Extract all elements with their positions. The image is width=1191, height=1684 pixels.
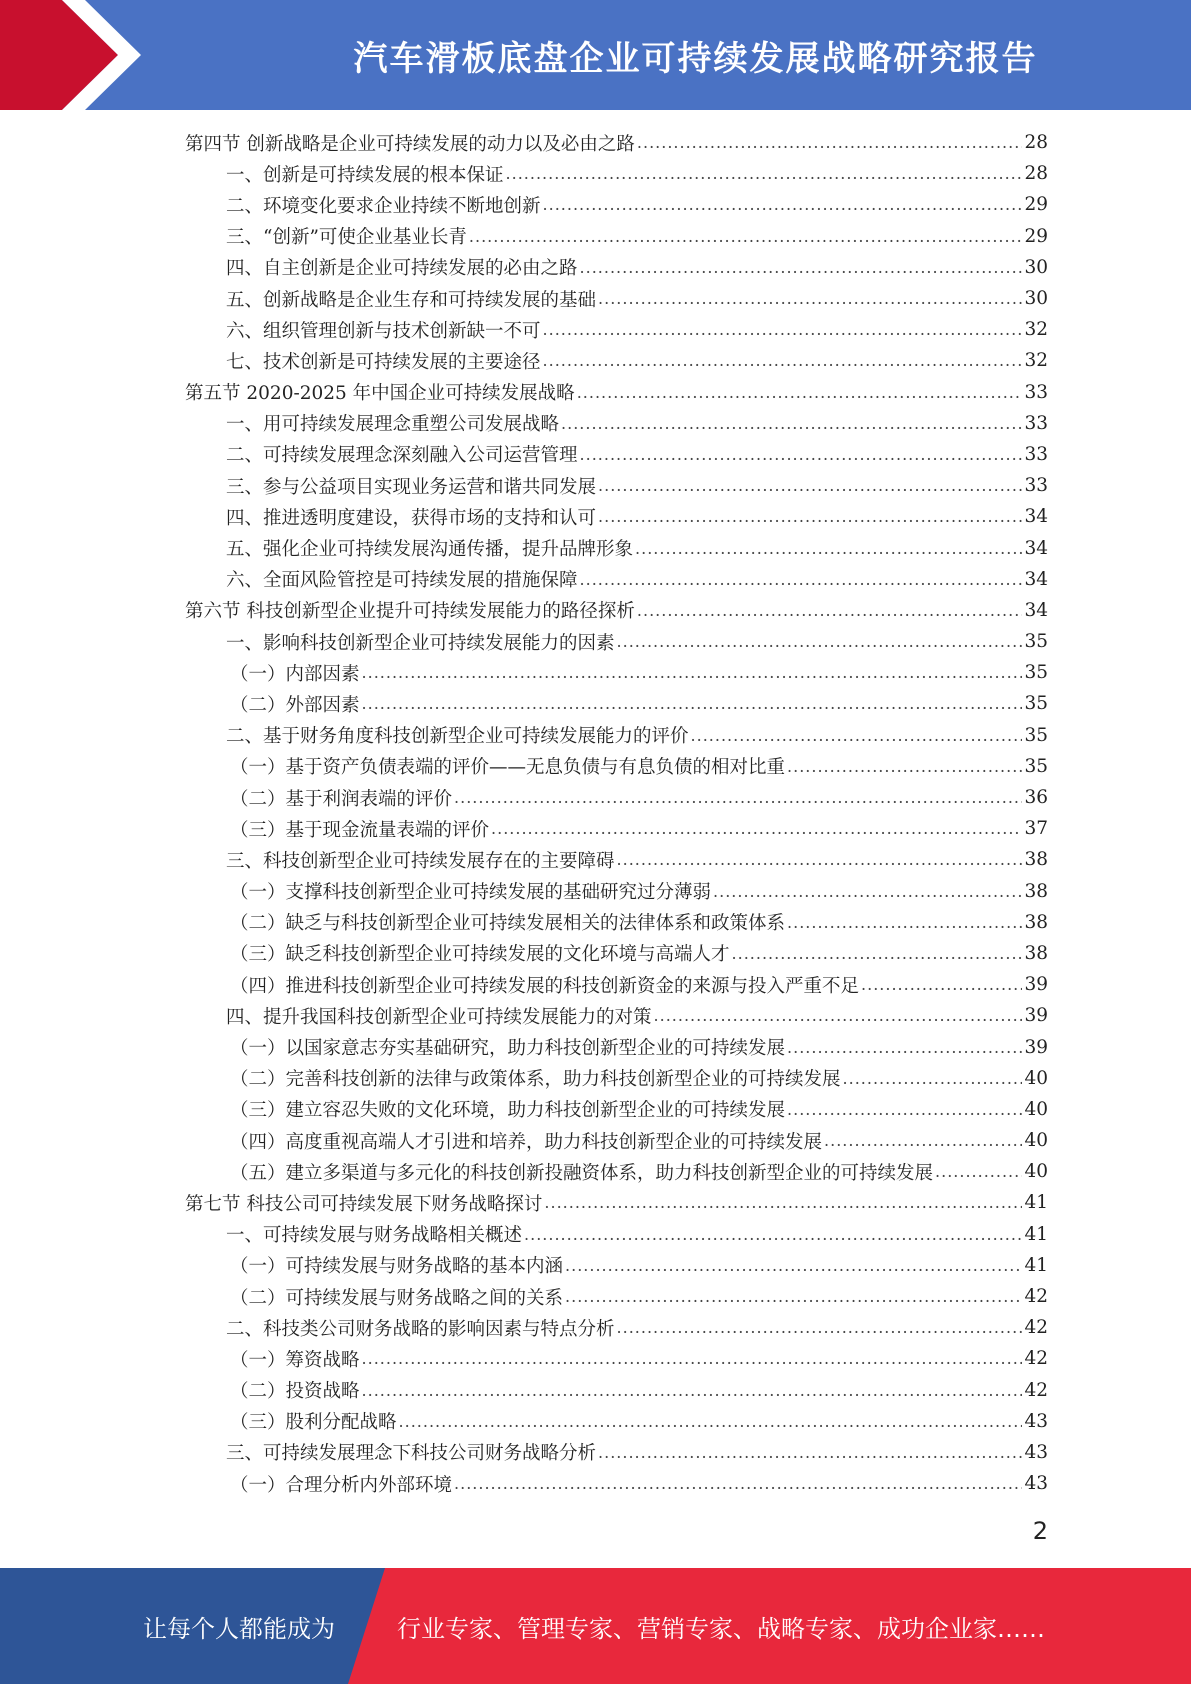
toc-entry-page: 30 [1024,288,1048,310]
toc-entry-page: 37 [1024,818,1048,840]
page-number: 2 [1032,1517,1048,1545]
toc-entry-page: 32 [1024,319,1048,341]
toc-entry[interactable] [185,252,1048,283]
toc-entry-page: 41 [1024,1254,1048,1276]
toc-dot-leader [399,1412,1023,1431]
toc-entry[interactable] [185,345,1048,376]
toc-entry-title: （五）建立多渠道与多元化的科技创新投融资体系，助力科技创新型企业的可持续发展 [230,1162,934,1184]
toc-entry-title: 三、可持续发展理念下科技公司财务战略分析 [226,1443,597,1465]
toc-entry[interactable] [185,377,1048,408]
toc-entry-title: 七、技术创新是可持续发展的主要途径 [226,351,541,373]
toc-entry-title: 四、自主创新是企业可持续发展的必由之路 [226,258,578,280]
toc-dot-leader [635,539,1022,558]
toc-entry[interactable] [185,314,1048,345]
toc-entry-page: 43 [1024,1473,1048,1495]
toc-entry-title: 三、科技创新型企业可持续发展存在的主要障碍 [226,850,615,872]
toc-entry[interactable] [185,189,1048,220]
toc-entry-page: 39 [1024,1036,1048,1058]
toc-dot-leader [506,164,1023,183]
toc-entry-title: 二、基于财务角度科技创新型企业可持续发展能力的评价 [226,726,689,748]
toc-entry[interactable] [185,221,1048,252]
toc-entry-title: 四、提升我国科技创新型企业可持续发展能力的对策 [226,1006,652,1028]
toc-entry[interactable] [185,1125,1048,1156]
toc-entry[interactable] [185,1063,1048,1094]
toc-dot-leader [732,944,1023,963]
toc-entry-page: 35 [1024,662,1048,684]
toc-entry[interactable] [185,470,1048,501]
toc-entry-page: 39 [1024,974,1048,996]
toc-entry[interactable] [185,688,1048,719]
toc-entry-title: （二）完善科技创新的法律与政策体系，助力科技创新型企业的可持续发展 [230,1069,841,1091]
toc-entry-title: （三）建立容忍失败的文化环境，助力科技创新型企业的可持续发展 [230,1100,786,1122]
toc-entry[interactable] [185,532,1048,563]
toc-entry-page: 34 [1024,599,1048,621]
toc-entry[interactable] [185,969,1048,1000]
toc-entry-page: 33 [1024,475,1048,497]
toc-dot-leader [454,1474,1022,1493]
toc-entry-title: （四）高度重视高端人才引进和培养，助力科技创新型企业的可持续发展 [230,1131,823,1153]
report-title: 汽车滑板底盘企业可持续发展战略研究报告 [353,38,1038,79]
toc-entry[interactable] [185,1468,1048,1499]
toc-entry-title: （一）可持续发展与财务战略的基本内涵 [230,1256,564,1278]
toc-dot-leader [543,320,1023,339]
toc-entry[interactable] [185,907,1048,938]
toc-entry[interactable] [185,1312,1048,1343]
toc-entry-title: 五、创新战略是企业生存和可持续发展的基础 [226,289,597,311]
toc-entry[interactable] [185,844,1048,875]
toc-dot-leader [654,1006,1023,1025]
toc-dot-leader [824,1131,1022,1150]
toc-entry-title: （一）以国家意志夯实基础研究，助力科技创新型企业的可持续发展 [230,1038,786,1060]
toc-dot-leader [787,757,1022,776]
toc-dot-leader [577,383,1023,402]
toc-entry[interactable] [185,720,1048,751]
toc-entry[interactable] [185,1094,1048,1125]
toc-dot-leader [565,1256,1022,1275]
toc-dot-leader [598,289,1022,308]
toc-dot-leader [362,694,1023,713]
toc-dot-leader [787,1100,1022,1119]
toc-dot-leader [580,258,1023,277]
toc-entry-title: 六、全面风险管控是可持续发展的措施保障 [226,570,578,592]
toc-entry-page: 35 [1024,693,1048,715]
toc-entry-page: 29 [1024,194,1048,216]
toc-entry[interactable] [185,158,1048,189]
toc-entry[interactable] [185,501,1048,532]
toc-dot-leader [543,351,1023,370]
toc-entry-title: （一）内部因素 [230,663,360,685]
toc-dot-leader [861,975,1022,994]
toc-dot-leader [362,1349,1023,1368]
toc-entry[interactable] [185,1281,1048,1312]
toc-entry[interactable] [185,1000,1048,1031]
toc-entry[interactable] [185,1343,1048,1374]
toc-entry-page: 40 [1024,1067,1048,1089]
footer-slogan-right: 行业专家、管理专家、营销专家、战略专家、成功企业家…… [397,1614,1045,1643]
toc-dot-leader [524,1225,1022,1244]
toc-dot-leader [843,1069,1023,1088]
toc-entry-page: 35 [1024,631,1048,653]
toc-dot-leader [362,1381,1023,1400]
toc-dot-leader [787,913,1022,932]
toc-entry[interactable] [185,813,1048,844]
table-of-contents [185,127,1048,1499]
toc-entry-page: 33 [1024,412,1048,434]
toc-entry[interactable] [185,1187,1048,1218]
toc-entry-title: （四）推进科技创新型企业可持续发展的科技创新资金的来源与投入严重不足 [230,975,860,997]
toc-dot-leader [598,507,1022,526]
toc-entry[interactable] [185,127,1048,158]
toc-entry-page: 42 [1024,1348,1048,1370]
toc-entry[interactable] [185,408,1048,439]
toc-dot-leader [713,882,1022,901]
footer-slogan-left: 让每个人都能成为 [143,1614,335,1643]
toc-dot-leader [543,195,1023,214]
toc-entry-title: （二）缺乏与科技创新型企业可持续发展相关的法律体系和政策体系 [230,913,786,935]
toc-entry[interactable] [185,1156,1048,1187]
toc-dot-leader [787,1038,1022,1057]
toc-entry-title: 一、可持续发展与财务战略相关概述 [226,1225,523,1247]
toc-entry[interactable] [185,283,1048,314]
toc-entry-title: 一、创新是可持续发展的根本保证 [226,164,504,186]
toc-dot-leader [637,601,1023,620]
toc-entry-title: 四、推进透明度建设，获得市场的支持和认可 [226,507,597,529]
toc-entry-page: 34 [1024,568,1048,590]
toc-entry-page: 33 [1024,443,1048,465]
toc-entry-page: 40 [1024,1161,1048,1183]
toc-entry-title: 二、环境变化要求企业持续不断地创新 [226,195,541,217]
toc-entry-page: 30 [1024,256,1048,278]
toc-entry-page: 34 [1024,537,1048,559]
toc-entry-title: （三）股利分配战略 [230,1412,397,1434]
toc-entry[interactable] [185,938,1048,969]
toc-entry-title: 二、科技类公司财务战略的影响因素与特点分析 [226,1318,615,1340]
toc-entry-title: 一、影响科技创新型企业可持续发展能力的因素 [226,632,615,654]
toc-entry-title: （一）合理分析内外部环境 [230,1474,453,1496]
toc-dot-leader [561,414,1022,433]
toc-dot-leader [617,1318,1023,1337]
toc-entry-title: （二）可持续发展与财务战略之间的关系 [230,1287,564,1309]
toc-entry-page: 36 [1024,787,1048,809]
toc-entry-title: 五、强化企业可持续发展沟通传播，提升品牌形象 [226,539,634,561]
toc-entry[interactable] [185,657,1048,688]
toc-dot-leader [598,1443,1022,1462]
toc-entry-title: 一、用可持续发展理念重塑公司发展战略 [226,414,560,436]
toc-entry-page: 38 [1024,880,1048,902]
footer-banner [0,1568,1191,1684]
toc-entry[interactable] [185,1437,1048,1468]
toc-entry-page: 42 [1024,1379,1048,1401]
toc-entry-page: 29 [1024,225,1048,247]
toc-entry-title: （二）外部因素 [230,694,360,716]
toc-entry-title: （一）筹资战略 [230,1349,360,1371]
toc-dot-leader [617,850,1023,869]
toc-dot-leader [362,663,1023,682]
toc-entry-title: （一）支撑科技创新型企业可持续发展的基础研究过分薄弱 [230,882,712,904]
toc-dot-leader [580,445,1023,464]
toc-entry[interactable] [185,1031,1048,1062]
toc-entry-title: 第六节 科技创新型企业提升可持续发展能力的路径探析 [185,601,635,623]
toc-dot-leader [491,819,1022,838]
toc-entry-title: （三）缺乏科技创新型企业可持续发展的文化环境与高端人才 [230,944,730,966]
toc-entry-page: 38 [1024,911,1048,933]
toc-entry-title: （二）投资战略 [230,1381,360,1403]
toc-entry-title: 第五节 2020-2025 年中国企业可持续发展战略 [185,383,575,405]
toc-entry-title: 第七节 科技公司可持续发展下财务战略探讨 [185,1193,543,1215]
toc-dot-leader [580,570,1023,589]
toc-entry-title: 二、可持续发展理念深刻融入公司运营管理 [226,445,578,467]
toc-entry-page: 38 [1024,849,1048,871]
toc-entry-page: 43 [1024,1410,1048,1432]
toc-entry[interactable] [185,626,1048,657]
toc-entry-title: 六、组织管理创新与技术创新缺一不可 [226,320,541,342]
toc-dot-leader [691,726,1023,745]
toc-entry-page: 42 [1024,1286,1048,1308]
toc-dot-leader [598,476,1022,495]
toc-dot-leader [544,1193,1022,1212]
toc-entry-page: 41 [1024,1192,1048,1214]
toc-entry-page: 40 [1024,1098,1048,1120]
toc-entry-title: 三、“创新”可使企业基业长青 [226,227,467,249]
toc-entry-page: 42 [1024,1317,1048,1339]
toc-dot-leader [565,1287,1022,1306]
toc-entry[interactable] [185,564,1048,595]
toc-dot-leader [617,632,1023,651]
toc-dot-leader [469,227,1023,246]
toc-entry[interactable] [185,1250,1048,1281]
toc-dot-leader [454,788,1022,807]
toc-entry[interactable] [185,595,1048,626]
toc-entry[interactable] [185,439,1048,470]
toc-entry-page: 39 [1024,1005,1048,1027]
toc-entry[interactable] [185,751,1048,782]
toc-entry-page: 43 [1024,1441,1048,1463]
toc-entry-title: （二）基于利润表端的评价 [230,788,453,810]
toc-entry-page: 38 [1024,942,1048,964]
toc-entry-page: 41 [1024,1223,1048,1245]
toc-entry-page: 28 [1024,132,1048,154]
toc-entry-title: 第四节 创新战略是企业可持续发展的动力以及必由之路 [185,133,635,155]
toc-entry-page: 35 [1024,755,1048,777]
toc-entry[interactable] [185,782,1048,813]
toc-entry-page: 40 [1024,1130,1048,1152]
toc-entry-title: 三、参与公益项目实现业务运营和谐共同发展 [226,476,597,498]
toc-entry-title: （一）基于资产负债表端的评价——无息负债与有息负债的相对比重 [230,757,786,779]
toc-dot-leader [935,1162,1022,1181]
toc-entry-title: （三）基于现金流量表端的评价 [230,819,490,841]
toc-entry[interactable] [185,1406,1048,1437]
toc-entry[interactable] [185,1375,1048,1406]
header-banner [0,0,1191,110]
toc-entry[interactable] [185,876,1048,907]
toc-entry-page: 34 [1024,506,1048,528]
toc-entry[interactable] [185,1219,1048,1250]
toc-entry-page: 32 [1024,350,1048,372]
chevron-arrow-icon [0,0,160,110]
toc-entry-page: 28 [1024,163,1048,185]
toc-entry-page: 35 [1024,724,1048,746]
toc-dot-leader [637,133,1023,152]
toc-entry-page: 33 [1024,381,1048,403]
